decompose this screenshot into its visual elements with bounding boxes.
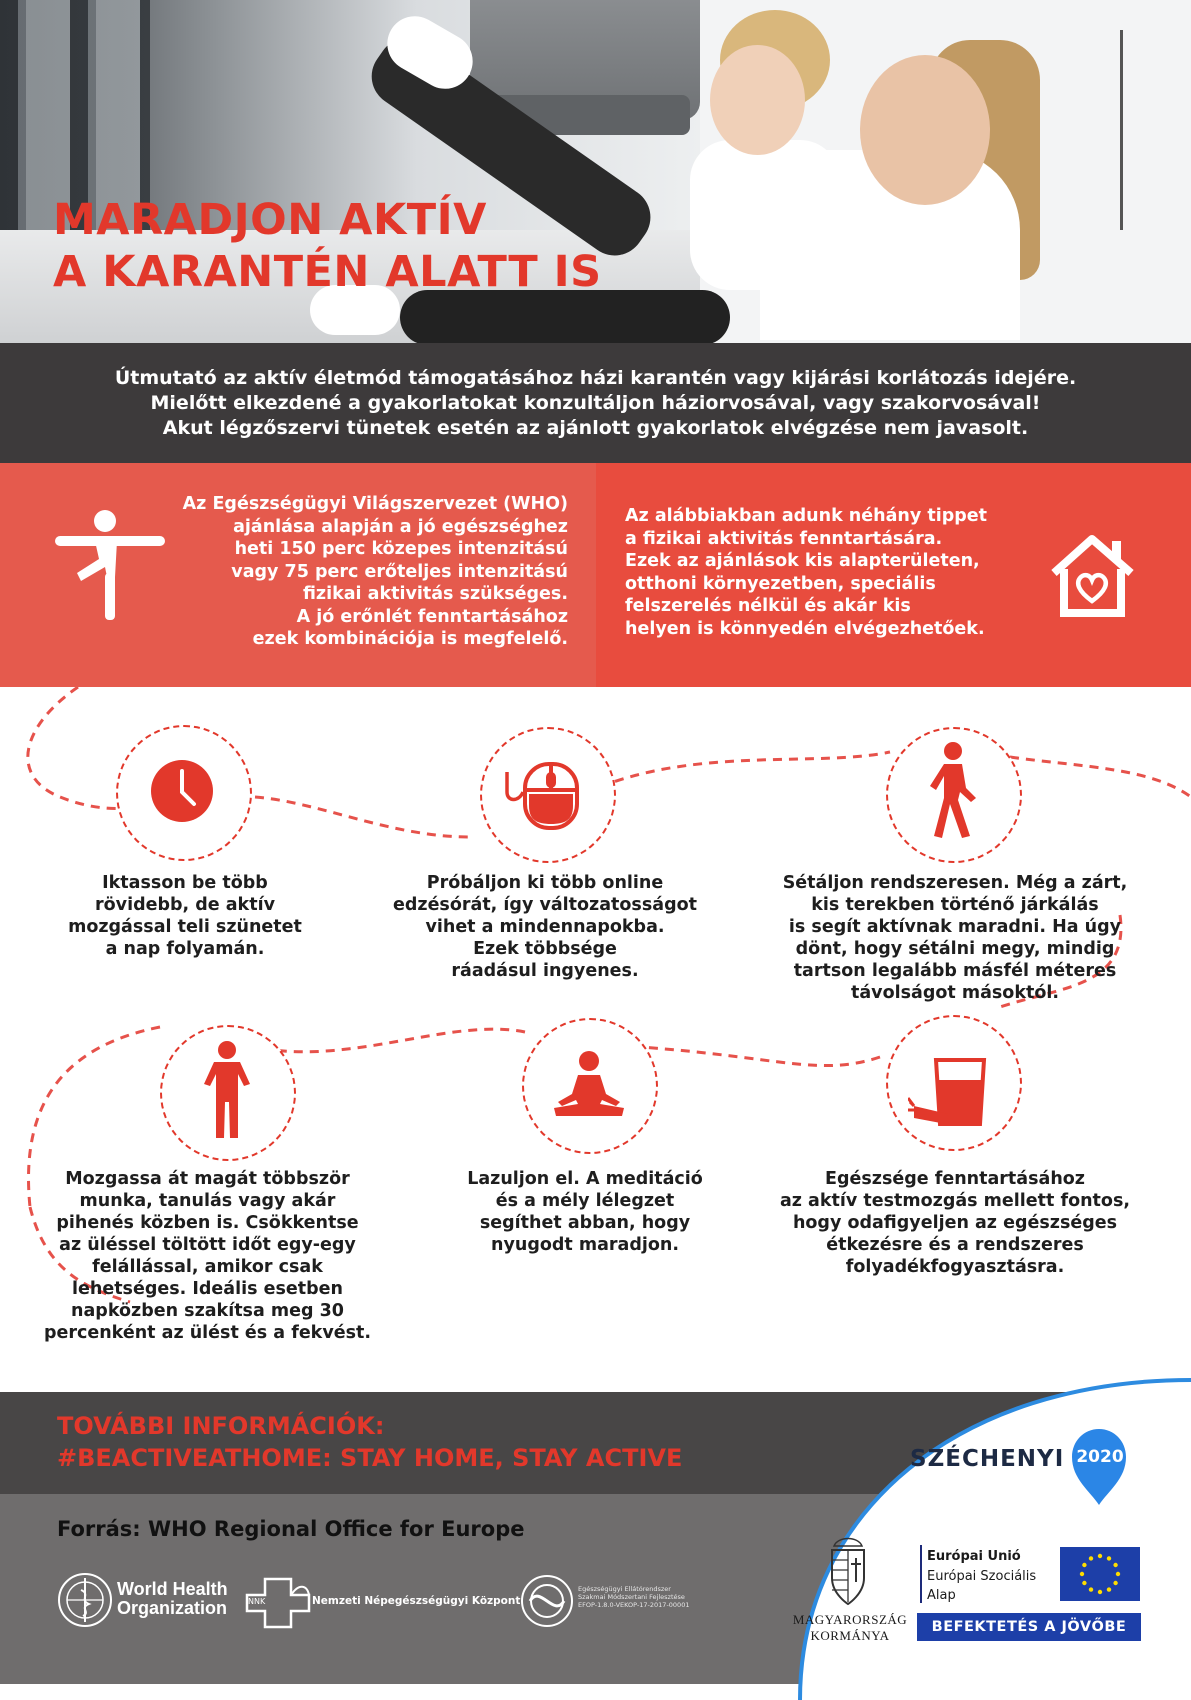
intro-line-1: Útmutató az aktív életmód támogatásához házi karantén vagy kijárási korlátozás idejére. (114, 367, 1077, 389)
tip-line: ráadásul ingyenes. (451, 961, 639, 981)
clock-icon (150, 759, 214, 823)
efop-line-2: Szakmai Módszertani Fejlesztése (578, 1593, 685, 1601)
tip-line: percenként az ülést és a fekvést. (43, 1323, 372, 1343)
tip-line: Lazuljon el. A meditáció (467, 1169, 703, 1189)
tip-line: dönt, hogy sétálni megy, mindig (795, 939, 1115, 959)
tip-line: kis terekben történő járkálás (811, 895, 1099, 915)
standing-person-icon (200, 1040, 254, 1140)
invest-in-future-badge: BEFEKTETÉS A JÖVŐBE (917, 1613, 1141, 1641)
szechenyi-logo-text: SZÉCHENYI (910, 1446, 1065, 1472)
info-right-line: felszerelés nélkül és akár kis (625, 596, 911, 616)
tip-line: az aktív testmozgás mellett fontos, (779, 1191, 1131, 1211)
tip-line: mozgással teli szünetet (68, 917, 302, 937)
tip-line: távolságot másoktól. (851, 983, 1059, 1003)
tip-line: vihet a mindennapokba. (425, 917, 665, 937)
tip-line: pihenés közben is. Csökkentse (56, 1213, 359, 1233)
page-title (53, 194, 602, 298)
tip-line: felállással, amikor csak (92, 1257, 323, 1277)
tip-line: az üléssel töltött időt egy-egy (59, 1235, 356, 1255)
tip-line: is segít aktívnak maradni. Ha úgy (788, 917, 1122, 937)
info-left-line: A jó erőnlét fenntartásához (296, 606, 568, 627)
tip-line: nyugodt maradjon. (491, 1235, 679, 1255)
source-text: Forrás: WHO Regional Office for Europe (57, 1517, 525, 1541)
eu-divider (920, 1545, 922, 1603)
nnk-abbreviation: NNK (248, 1597, 266, 1606)
who-line-2: Organization (117, 1598, 228, 1618)
info-right-line: a fizikai aktivitás fenntartására. (625, 528, 943, 549)
szechenyi-year: 2020 (1076, 1447, 1124, 1467)
tip-line: hogy odafigyeljen az egészséges (792, 1213, 1118, 1233)
tip-line: a nap folyamán. (105, 939, 265, 959)
tip-line: folyadékfogyasztásra. (845, 1257, 1065, 1277)
info-right-line: Ezek az ajánlások kis alapterületen, (625, 551, 980, 571)
tip-line: Próbáljon ki több online (426, 873, 664, 893)
tip-line: rövidebb, de aktív (95, 895, 275, 915)
glass-carrot-icon (908, 1058, 992, 1128)
intro-line-2: Mielőtt elkezdené a gyakorlatokat konzultáljon háziorvosával, vagy szakorvosával! (150, 392, 1041, 414)
more-info-heading (57, 1410, 682, 1474)
tip-text-sitting (35, 1168, 380, 1344)
tip-line: Iktasson be több (102, 873, 268, 893)
gov-line-2: KORMÁNYA (810, 1628, 890, 1643)
more-info-line-1: TOVÁBBI INFORMÁCIÓK: (57, 1412, 385, 1440)
title-line-1: MARADJON AKTÍV (53, 195, 487, 245)
efop-logo-icon (520, 1574, 574, 1628)
tip-text-online (370, 872, 720, 982)
tip-text-nutrition (760, 1168, 1150, 1278)
who-recommendation-text (150, 493, 568, 651)
eu-line-3: Alap (927, 1588, 956, 1603)
hungarian-coat-of-arms-icon (826, 1532, 870, 1607)
eu-line-2: Európai Szociális (927, 1568, 1037, 1584)
info-left-line: ezek kombinációja is megfelelő. (252, 629, 568, 649)
tip-line: tartson legalább másfél méteres (793, 961, 1117, 981)
gov-line-1: MAGYARORSZÁG (792, 1612, 908, 1627)
intro-line-3: Akut légzőszervi tünetek esetén az ajánlott gyakorlatok elvégzése nem javasolt. (162, 417, 1029, 439)
hungarian-government-text (785, 1612, 915, 1644)
szechenyi-pin-icon (1070, 1427, 1128, 1507)
tip-line: segíthet abban, hogy (479, 1213, 691, 1233)
who-line-1: World Health (117, 1579, 228, 1599)
info-left-line: ajánlása alapján a jó egészséghez (233, 516, 568, 537)
tip-text-breaks (40, 872, 330, 960)
info-right-line: otthoni környezetben, speciális (625, 573, 936, 594)
tip-line: étkezésre és a rendszeres (826, 1235, 1084, 1255)
tip-line: Egészsége fenntartásához (825, 1169, 1085, 1189)
eu-flag-icon (1060, 1547, 1140, 1601)
nnk-name: Nemzeti Népegészségügyi Központ (312, 1595, 521, 1607)
title-line-2: A KARANTÉN ALATT IS (53, 247, 602, 297)
tip-line: edzésórát, így változatosságot (392, 895, 697, 915)
more-info-hashtag: #BEACTIVEATHOME: STAY HOME, STAY ACTIVE (57, 1444, 683, 1472)
efop-project-text (578, 1585, 708, 1609)
house-heart-icon (1050, 533, 1135, 618)
info-right-line: Az alábbiakban adunk néhány tippet (625, 506, 988, 526)
tip-line: lehetséges. Ideális esetben (72, 1279, 343, 1299)
info-left-line: heti 150 perc közepes intenzitású (234, 539, 568, 559)
intro-text (30, 366, 1161, 441)
info-left-line: fizikai aktivitás szükséges. (302, 584, 568, 604)
tip-line: Sétáljon rendszeresen. Még a zárt, (782, 873, 1128, 893)
tips-intro-text (625, 505, 1045, 640)
tip-text-meditation (430, 1168, 740, 1256)
eu-line-1: Európai Unió (927, 1549, 1021, 1564)
efop-line-3: EFOP-1.8.0-VEKOP-17-2017-00001 (578, 1601, 690, 1609)
tip-line: munka, tanulás vagy akár (79, 1191, 336, 1211)
tip-text-walking (760, 872, 1150, 1004)
tip-line: napközben szakítsa meg 30 (71, 1301, 344, 1321)
yoga-tree-pose-icon (55, 507, 165, 622)
tip-line: Mozgassa át magát többször (65, 1169, 350, 1189)
walking-person-icon (924, 740, 984, 840)
who-logo-text (117, 1580, 228, 1618)
mouse-icon (503, 758, 585, 830)
who-emblem-icon (55, 1570, 115, 1630)
efop-line-1: Egészségügyi Ellátórendszer (578, 1585, 671, 1593)
info-right-line: helyen is könnyedén elvégezhetőek. (625, 618, 985, 639)
footer-white-wave (760, 1340, 1191, 1700)
info-left-line: Az Egészségügyi Világszervezet (WHO) (182, 494, 568, 514)
meditation-icon (550, 1050, 628, 1120)
tip-line: Ezek többsége (473, 939, 617, 959)
info-left-line: vagy 75 perc erőteljes intenzitású (231, 561, 568, 582)
eu-fund-text (927, 1547, 1036, 1606)
tip-line: és a mély lélegzet (495, 1191, 675, 1211)
